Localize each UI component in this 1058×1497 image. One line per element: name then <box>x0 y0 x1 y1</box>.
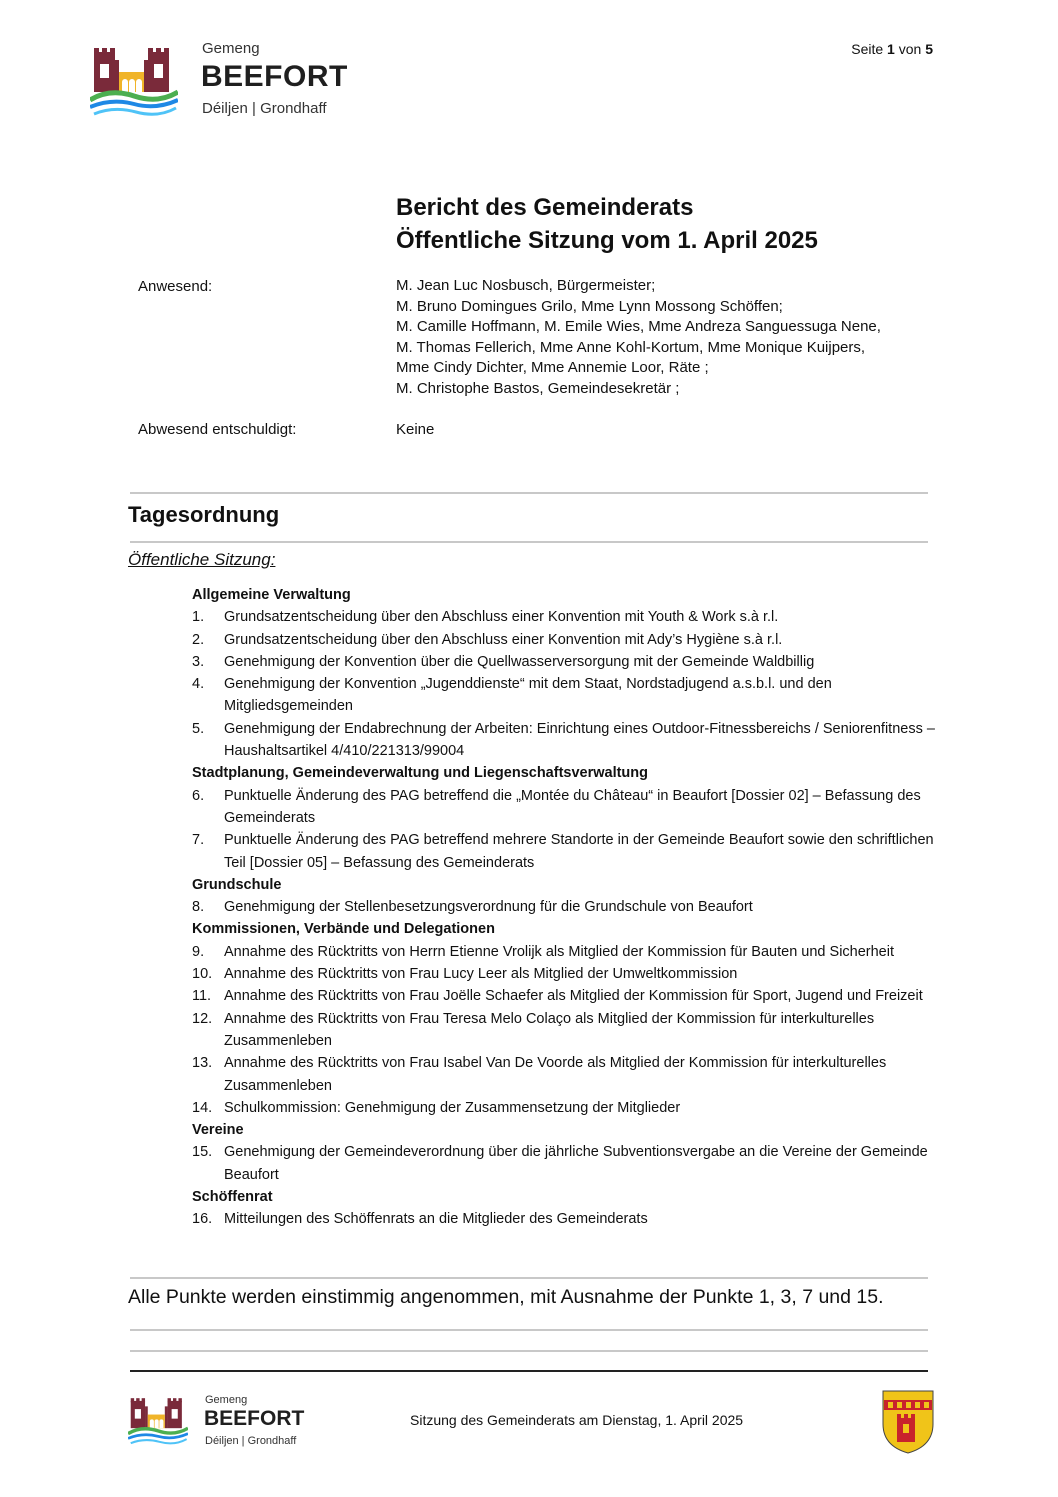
agenda-category: Vereine <box>192 1122 244 1139</box>
page-number <box>851 41 933 57</box>
agenda-item-number: 10. <box>192 966 213 983</box>
present-line: M. Camille Hoffmann, M. Emile Wies, Mme Andreza Sanguessuga Nene, <box>396 318 881 335</box>
divider <box>130 541 928 543</box>
agenda-item-number: 1. <box>192 609 205 626</box>
agenda-item-number: 13. <box>192 1055 213 1072</box>
agenda-item-text: Annahme des Rücktritts von Frau Joëlle Schaefer als Mitglied der Kommission für Sport, Jugend und Freizeit <box>224 988 923 1005</box>
agenda-item-text: Genehmigung der Konvention „Jugenddienste“ mit dem Staat, Nordstadjugend a.s.b.l. und den Mitgliedsgemeinden <box>224 676 832 715</box>
coat-of-arms <box>882 1390 934 1459</box>
agenda-item-number: 5. <box>192 720 205 737</box>
agenda-item-number: 15. <box>192 1144 213 1161</box>
agenda-item <box>192 1052 937 1097</box>
present-line: M. Bruno Domingues Grilo, Mme Lynn Mossong Schöffen; <box>396 297 783 315</box>
present-line: M. Christophe Bastos, Gemeindesekretär ; <box>396 379 680 397</box>
agenda-item <box>192 896 937 918</box>
agenda-item-number: 11. <box>192 988 212 1005</box>
castle-logo-icon <box>128 1394 188 1446</box>
agenda-item-text: Genehmigung der Stellenbesetzungsverordnung für die Grundschule von Beaufort <box>224 899 753 916</box>
agenda-item <box>192 985 937 1007</box>
header-logo-line2: BEEFORT <box>201 60 348 93</box>
agenda-item-text: Grundsatzentscheidung über den Abschluss einer Konvention mit Youth & Work s.à r.l. <box>224 609 779 626</box>
castle-logo-icon <box>90 42 178 118</box>
header-logo <box>90 42 178 123</box>
agenda-item-text: Genehmigung der Endabrechnung der Arbeiten: Einrichtung eines Outdoor-Fitnessbereichs / Seniorenfitness – Haushaltsartikel 4/410/221313/99004 <box>224 720 935 760</box>
agenda-item-text: Annahme des Rücktritts von Herrn Etienne Vrolijk als Mitglied der Kommission für Bauten und Sicherheit <box>224 943 894 960</box>
agenda-item-text: Punktuelle Änderung des PAG betreffend mehrere Standorte in der Gemeinde Beaufort sowie den schriftlichen Teil [Dossier 05] – Befassung des Gemeinderats <box>224 832 934 871</box>
divider <box>130 1329 928 1331</box>
agenda-item-text: Schulkommission: Genehmigung der Zusammensetzung der Mitglieder <box>224 1099 681 1116</box>
absent-value: Keine <box>396 421 435 438</box>
coat-of-arms-icon <box>882 1390 934 1454</box>
agenda-item <box>192 673 937 718</box>
agenda-item-number: 4. <box>192 676 205 693</box>
agenda-item-text: Genehmigung der Konvention über die Quellwasserversorgung mit der Gemeinde Waldbillig <box>224 653 815 670</box>
summary-text: Alle Punkte werden einstimmig angenommen, mit Ausnahme der Punkte 1, 3, 7 und 15. <box>128 1286 884 1308</box>
agenda-item-text: Grundsatzentscheidung über den Abschluss einer Konvention mit Ady’s Hygiène s.à r.l. <box>224 631 783 648</box>
agenda-item-text: Punktuelle Änderung des PAG betreffend die „Montée du Château“ in Beaufort [Dossier 02] – Befassung des Gemeinderats <box>224 787 921 826</box>
agenda-item <box>192 1208 937 1230</box>
present-line: Mme Cindy Dichter, Mme Annemie Loor, Räte ; <box>396 359 709 376</box>
agenda-item-text: Annahme des Rücktritts von Frau Lucy Leer als Mitglied der Umweltkommission <box>224 966 738 983</box>
agenda-item-number: 3. <box>192 653 205 670</box>
agenda-item-number: 2. <box>192 631 205 648</box>
header-logo-line3: Déiljen | Grondhaff <box>202 100 327 117</box>
agenda-category: Allgemeine Verwaltung <box>192 587 351 603</box>
agenda-item <box>192 941 937 963</box>
present-list <box>396 276 956 399</box>
footer-logo-line2: BEEFORT <box>204 1407 305 1430</box>
agenda-item-number: 8. <box>192 899 205 916</box>
title-line2: Öffentliche Sitzung vom 1. April 2025 <box>396 227 818 254</box>
page-prefix: Seite <box>851 41 884 57</box>
agenda-item-text: Mitteilungen des Schöffenrats an die Mitglieder des Gemeinderats <box>224 1211 648 1228</box>
agenda-item <box>192 606 937 628</box>
agenda-item <box>192 785 937 830</box>
footer-logo-line3: Déiljen | Grondhaff <box>205 1435 297 1447</box>
agenda-item-number: 6. <box>192 787 205 804</box>
agenda-item <box>192 718 937 763</box>
agenda-item <box>192 651 937 673</box>
present-line: M. Jean Luc Nosbusch, Bürgermeister; <box>396 277 656 294</box>
agenda-category: Grundschule <box>192 876 282 893</box>
page-total: 5 <box>925 41 933 57</box>
title-line1: Bericht des Gemeinderats <box>396 194 694 221</box>
footer-divider <box>130 1370 928 1372</box>
agenda-item-text: Annahme des Rücktritts von Frau Teresa Melo Colaço als Mitglied der Kommission für interkulturelles Zusammenleben <box>224 1010 875 1049</box>
footer-logo <box>128 1394 188 1451</box>
agenda-item-text: Annahme des Rücktritts von Frau Isabel Van De Voorde als Mitglied der Kommission für interkulturelles Zusammenleben <box>224 1055 887 1094</box>
divider <box>130 1277 928 1279</box>
agenda-item-number: 14. <box>192 1099 213 1116</box>
absent-label: Abwesend entschuldigt: <box>138 421 297 438</box>
header-logo-line1: Gemeng <box>202 40 260 57</box>
page-current: 1 <box>887 41 895 57</box>
agenda-item <box>192 829 937 874</box>
agenda-item-number: 9. <box>192 943 205 960</box>
footer-text: Sitzung des Gemeinderats am Dienstag, 1. April 2025 <box>410 1412 744 1428</box>
agenda-item-text: Genehmigung der Gemeindeverordnung über die jährliche Subventionsvergabe an die Vereine der Gemeinde Beaufort <box>224 1144 928 1183</box>
agenda-item <box>192 963 937 985</box>
agenda-item-number: 16. <box>192 1211 213 1228</box>
page-middle: von <box>898 41 922 57</box>
agenda-category: Kommissionen, Verbände und Delegationen <box>192 921 495 938</box>
footer-logo-line1: Gemeng <box>205 1394 248 1406</box>
agenda-category: Stadtplanung, Gemeindeverwaltung und Liegenschaftsverwaltung <box>192 765 649 782</box>
agenda-item-number: 12. <box>192 1010 213 1027</box>
agenda-item-number: 7. <box>192 832 205 849</box>
agenda-title: Tagesordnung <box>128 502 280 527</box>
agenda-item <box>192 629 937 651</box>
agenda-list <box>192 584 937 1231</box>
agenda-category: Schöffenrat <box>192 1189 273 1206</box>
agenda-item <box>192 1141 937 1186</box>
divider <box>130 492 928 494</box>
agenda-item <box>192 1097 937 1119</box>
agenda-subtitle: Öffentliche Sitzung: <box>128 550 276 569</box>
present-line: M. Thomas Fellerich, Mme Anne Kohl-Kortum, Mme Monique Kuijpers, <box>396 338 866 356</box>
present-label: Anwesend: <box>138 278 213 295</box>
divider <box>130 1350 928 1352</box>
agenda-item <box>192 1008 937 1053</box>
document-title <box>396 191 818 257</box>
